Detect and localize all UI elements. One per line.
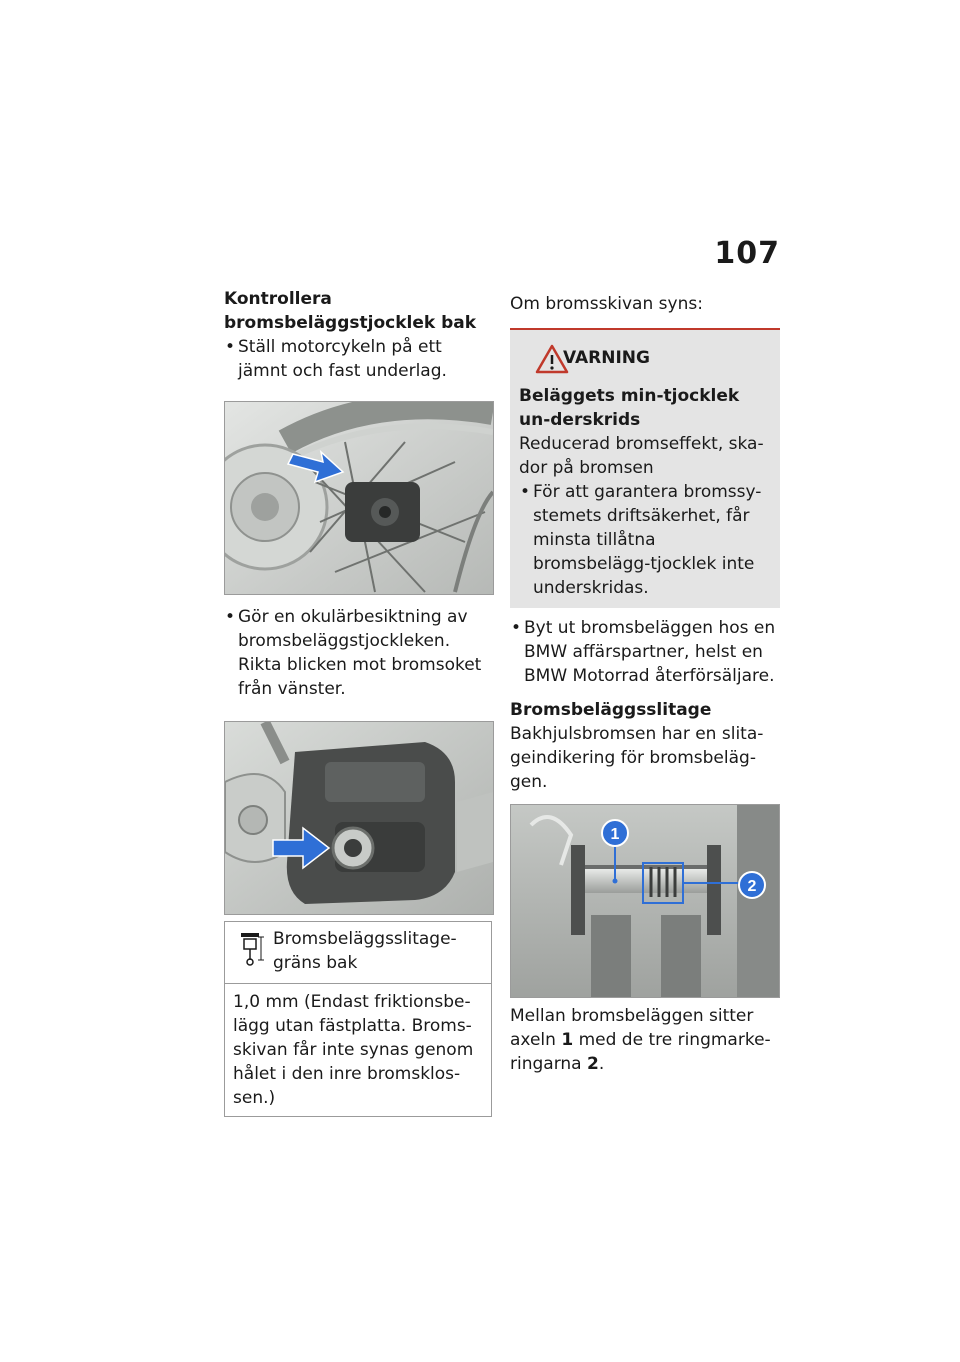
figure-caption (510, 1004, 780, 1076)
caption-num2: 2 (586, 1054, 599, 1074)
warning-box (510, 328, 780, 608)
warning-text: Reducerad bromseffekt, ska-dor på bromsen (519, 434, 764, 478)
bullet-icon: • (520, 482, 531, 502)
spec-title: Bromsbeläggsslitage-gräns bak (273, 929, 457, 973)
callout-1-label: 1 (610, 826, 620, 843)
caption-part1: Mellan bromsbeläggen sitter axeln (510, 1006, 754, 1050)
step-1 (224, 335, 492, 383)
rear-wheel-photo (224, 401, 494, 595)
step-2 (224, 605, 492, 653)
bullet-icon: • (511, 618, 522, 638)
brake-pad-wear-icon (239, 932, 265, 973)
warning-bullet-text: För att garantera bromssy-stemets driftsäkerhet, får minsta tillåtna bromsbelägg-tjocklek inte underskridas. (533, 482, 762, 598)
wear-indicator-illustration (511, 805, 779, 997)
step-2-text: Gör en okulärbesiktning av bromsbeläggstjockleken. (238, 607, 468, 651)
caption-num1: 1 (561, 1030, 574, 1050)
right-column (510, 292, 780, 1076)
warning-subtitle: Beläggets min-tjocklek un-derskrids (519, 386, 740, 430)
warning-bullet (519, 480, 771, 600)
page-number: 107 (714, 236, 780, 271)
step-3 (510, 616, 780, 688)
wear-section-heading: Bromsbeläggsslitage (510, 700, 712, 720)
warning-triangle-icon (535, 344, 569, 381)
section-heading-line2: bromsbeläggstjocklek bak (224, 313, 477, 333)
spec-value: 1,0 mm (Endast friktionsbe-lägg utan fästplatta. Broms-skivan får inte synas genom hålet i den inre bromsklos-sen.) (233, 992, 474, 1108)
caption-end: . (598, 1054, 605, 1074)
caption-part2: med de tre ringmarke-ringarna (510, 1030, 771, 1074)
intro-text: Om bromsskivan syns: (510, 294, 703, 314)
warning-title-row (519, 346, 771, 374)
spec-box (224, 921, 492, 1117)
step-3-text: Byt ut bromsbeläggen hos en BMW affärspartner, helst en BMW Motorrad återförsäljare. (524, 618, 776, 686)
wear-section-text: Bakhjulsbromsen har en slita-geindikering för bromsbeläg-gen. (510, 724, 764, 792)
spec-header (225, 922, 491, 984)
wear-indicator-photo (510, 804, 780, 998)
step-2-note: Rikta blicken mot bromsoket från vänster. (238, 655, 482, 699)
brake-caliper-photo (224, 721, 494, 915)
warning-title: VARNING (563, 348, 650, 368)
step-1-text: Ställ motorcykeln på ett jämnt och fast underlag. (238, 337, 447, 381)
callout-2-label: 2 (747, 878, 757, 895)
rear-wheel-illustration (225, 402, 493, 594)
section-heading-line1: Kontrollera (224, 289, 332, 309)
bullet-icon: • (225, 337, 236, 357)
bullet-icon: • (225, 607, 236, 627)
brake-caliper-illustration (225, 722, 493, 914)
left-column (224, 287, 492, 1117)
